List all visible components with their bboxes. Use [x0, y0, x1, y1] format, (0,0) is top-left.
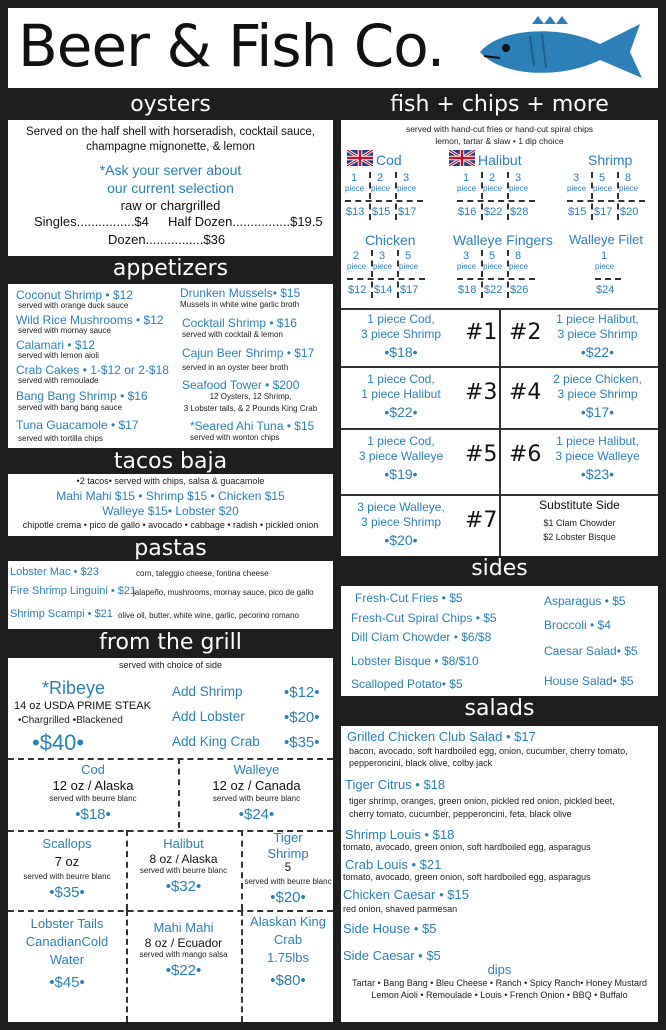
salad-name: Side Caesar • $5: [343, 948, 441, 963]
scallops-desc: served with beurre blanc: [23, 872, 111, 881]
piece-label: piece: [595, 262, 615, 271]
salad-name: Side House • $5: [343, 921, 437, 936]
divider: [567, 200, 645, 202]
combo-price: •$17•: [580, 404, 615, 420]
pasta-desc: corn, taleggio cheese, fontina cheese: [136, 569, 269, 578]
piece-price: $14: [374, 284, 393, 296]
halibut-desc: served with beurre blanc: [139, 866, 228, 875]
fish-sub: served with hand-cut fries or hand-cut spiral chips: [405, 124, 594, 134]
appetizer-name: Drunken Mussels• $15: [180, 286, 301, 300]
piece-price: $20: [620, 206, 639, 218]
scallops-size: 7 oz: [54, 854, 80, 869]
cod-desc: served with beurre blanc: [49, 794, 137, 803]
ribeye-desc: 14 oz USDA PRIME STEAK: [14, 700, 151, 712]
dips-list: Tartar • Bang Bang • Bleu Cheese • Ranch • Spicy Ranch• Honey Mustard: [352, 978, 647, 988]
oysters-desc: Served on the half shell with horseradish, cocktail sauce,: [26, 126, 315, 138]
tacos-line: chipotle crema • pico de gallo • avocado • cabbage • radish • pickled onion: [22, 520, 319, 530]
fish-chicken-name: Chicken: [365, 232, 416, 248]
salads-heading: salads: [464, 696, 535, 721]
oysters-desc: champagne mignonette, & lemon: [86, 141, 255, 153]
combo-line: 3 piece Shrimp: [360, 327, 442, 341]
piece-price: $17: [594, 206, 613, 218]
divider: [341, 428, 658, 430]
piece-price: $17: [400, 284, 419, 296]
piece-count: 8: [515, 250, 522, 262]
combo-number: #6: [509, 442, 542, 467]
fish-walleye-filet-name: Walleye Filet: [569, 232, 643, 247]
oysters-ask: *Ask your server about: [99, 162, 242, 178]
salad-name: Crab Louis • $21: [345, 857, 442, 872]
appetizer-name: Calamari • $12: [16, 338, 95, 352]
divider: [481, 250, 483, 298]
salad-desc: bacon, avocado, soft hardboiled egg, onion, cucumber, cherry tomato,: [349, 746, 628, 756]
combo-line: 3 piece Walleye: [555, 449, 640, 463]
piece-price: $22: [484, 284, 503, 296]
appetizer-name: Coconut Shrimp • $12: [16, 288, 133, 302]
grill-panel: [8, 658, 333, 1022]
combo-number: #5: [465, 442, 498, 467]
cod-price: •$18•: [75, 806, 111, 823]
appetizer-desc: 3 Lobster tails, & 2 Pounds King Crab: [183, 404, 318, 413]
pasta-desc: jalapeño, mushrooms, mornay sauce, pico de gallo: [133, 588, 314, 597]
combo-line: 1 piece Halibut: [361, 387, 441, 401]
appetizer-desc: served with wonton chips: [190, 433, 280, 442]
combo-line: 3 piece Shrimp: [360, 515, 442, 529]
grill-sub: served with choice of side: [118, 660, 223, 670]
fish-heading: fish + chips + more: [390, 92, 609, 117]
appetizer-name: Seafood Tower • $200: [182, 378, 300, 392]
side-item: Asparagus • $5: [544, 594, 626, 608]
piece-label: piece: [397, 184, 417, 193]
appetizer-desc: served with bang bang sauce: [18, 403, 123, 412]
divider: [371, 250, 373, 298]
appetizer-name: Tuna Guacamole • $17: [16, 418, 139, 432]
fish-shrimp-name: Shrimp: [588, 152, 633, 168]
tacos-line: Mahi Mahi $15 • Shrimp $15 • Chicken $15: [56, 489, 285, 503]
divider: [617, 172, 619, 220]
combo-price: •$23•: [580, 466, 615, 482]
tiger-price: •$20•: [270, 889, 306, 906]
walleye-size: 12 oz / Canada: [212, 778, 301, 793]
combo-number: #3: [465, 380, 498, 405]
divider: [341, 366, 658, 368]
substitute-side-option: $2 Lobster Bisque: [543, 532, 616, 542]
fish-cod-name: Cod: [376, 152, 402, 168]
divider: [397, 250, 399, 298]
add-price: •$12•: [284, 684, 320, 701]
piece-label: piece: [509, 184, 529, 193]
pasta-name: Lobster Mac • $23: [10, 566, 99, 578]
salad-desc: red onion, shaved parmesan: [343, 904, 458, 914]
combo-line: 2 piece Chicken,: [553, 372, 642, 386]
piece-price: $12: [348, 284, 367, 296]
fish-panel: [341, 120, 658, 556]
appetizers-heading: appetizers: [112, 256, 229, 281]
piece-count: 5: [599, 172, 606, 184]
appetizers-panel: [8, 284, 333, 448]
scallops-name: Scallops: [42, 836, 92, 851]
divider: [507, 250, 509, 298]
divider: [341, 494, 658, 496]
tiger-name: Tiger: [273, 830, 303, 845]
grill-heading: from the grill: [99, 630, 242, 655]
ribeye-options: •Chargrilled •Blackened: [18, 715, 123, 726]
appetizer-desc: served with tortilla chips: [18, 434, 103, 443]
salads-panel: [341, 726, 658, 1022]
walleye-price: •$24•: [238, 806, 275, 823]
header: [8, 8, 658, 88]
cod-size: 12 oz / Alaska: [52, 778, 134, 793]
tacos-line: Walleye $15• Lobster $20: [102, 504, 239, 518]
sides-panel: [341, 586, 658, 696]
oysters-raw: raw or chargrilled: [120, 198, 221, 213]
piece-label: piece: [345, 184, 365, 193]
add-name: Add King Crab: [172, 734, 260, 749]
pasta-desc: olive oil, butter, white wine, garlic, pecorino romano: [118, 611, 299, 620]
salad-name: Chicken Caesar • $15: [343, 887, 469, 902]
add-price: •$20•: [284, 709, 320, 726]
oysters-ask: our current selection: [107, 180, 234, 196]
halibut-price: •$32•: [165, 878, 202, 895]
piece-count: 2: [489, 172, 496, 184]
ribeye-name: *Ribeye: [42, 678, 106, 698]
fish-sub: lemon, tartar & slaw • 1 dip choice: [435, 136, 564, 146]
combo-line: 1 piece Halibut,: [556, 312, 639, 326]
oysters-dozen: Dozen................$36: [108, 232, 226, 247]
king-crab-price: •$80•: [270, 972, 306, 989]
tacos-line: •2 tacos• served with chips, salsa & guacamole: [76, 476, 265, 486]
piece-price: $13: [346, 206, 365, 218]
oysters-half-dozen: Half Dozen................$19.5: [168, 214, 323, 229]
piece-label: piece: [509, 262, 529, 271]
divider: [481, 172, 483, 220]
king-crab-name: Alaskan King: [250, 914, 326, 929]
side-item: Fresh-Cut Spiral Chips • $5: [351, 611, 497, 625]
fish-walleye-fingers-name: Walleye Fingers: [453, 232, 553, 248]
add-name: Add Lobster: [172, 709, 245, 724]
piece-label: piece: [619, 184, 639, 193]
combo-number: #7: [465, 508, 498, 533]
divider: [595, 278, 621, 280]
king-crab-size: 1.75lbs: [267, 950, 309, 965]
divider: [369, 172, 371, 220]
fish-logo-icon: [470, 14, 650, 86]
piece-price: $22: [484, 206, 503, 218]
appetizer-desc: served with remoulade: [18, 376, 99, 385]
salad-desc: tomato, avocado, green onion, soft hardboiled egg, asparagus: [343, 842, 591, 852]
piece-price: $16: [458, 206, 477, 218]
substitute-side-option: $1 Clam Chowder: [543, 518, 616, 528]
combo-price: •$20•: [384, 532, 418, 548]
appetizer-desc: served with cocktail & lemon: [182, 330, 283, 339]
combo-line: 1 piece Cod,: [367, 434, 435, 448]
piece-count: 2: [353, 250, 360, 262]
fish-halibut-name: Halibut: [478, 152, 522, 168]
piece-label: piece: [399, 262, 419, 271]
walleye-name: Walleye: [233, 762, 280, 777]
salad-desc: cherry tomato, cucumber, pepperoncini, feta, black olive: [349, 809, 572, 819]
side-item: House Salad• $5: [544, 674, 634, 688]
tacos-heading: tacos baja: [113, 449, 228, 474]
oysters-singles: Singles................$4: [34, 214, 149, 229]
appetizer-desc: served with lemon aioli: [18, 351, 99, 360]
piece-count: 5: [405, 250, 412, 262]
piece-price: $28: [510, 206, 529, 218]
appetizer-desc: served in an oyster beer broth: [182, 363, 289, 372]
uk-flag-icon: [449, 150, 475, 166]
lobster-name: Water: [49, 952, 85, 967]
piece-count: 3: [379, 250, 386, 262]
piece-count: 2: [377, 172, 384, 184]
king-crab-name: Crab: [273, 932, 303, 947]
salad-desc: pepperoncini, black olive, colby jack: [349, 758, 493, 768]
piece-count: 1: [351, 172, 358, 184]
combo-line: 3 piece Shrimp: [557, 327, 638, 341]
salad-desc: tomato, avocado, green onion, soft hardboiled egg, asparagus: [343, 872, 591, 882]
divider: [591, 172, 593, 220]
divider: [457, 278, 535, 280]
appetizer-desc: 12 Oysters, 12 Shrimp,: [209, 392, 292, 401]
scallops-price: •$35•: [49, 884, 85, 901]
salad-desc: tiger shrimp, oranges, green onion, pickled red onion, pickled beet,: [349, 796, 615, 806]
mahi-price: •$22•: [165, 962, 202, 979]
combo-line: 1 piece Cod,: [367, 312, 435, 326]
divider: [507, 172, 509, 220]
appetizer-name: *Seared Ahi Tuna • $15: [190, 419, 315, 433]
side-item: Dill Clam Chowder • $6/$8: [351, 630, 492, 644]
piece-label: piece: [483, 184, 503, 193]
piece-count: 3: [573, 172, 580, 184]
piece-label: piece: [567, 184, 587, 193]
piece-count: 5: [489, 250, 496, 262]
side-item: Lobster Bisque • $8/$10: [351, 654, 479, 668]
sides-heading: sides: [471, 556, 528, 581]
appetizer-name: Bang Bang Shrimp • $16: [16, 389, 148, 403]
appetizer-name: Cajun Beer Shrimp • $17: [182, 346, 315, 360]
mahi-size: 8 oz / Ecuador: [144, 936, 223, 950]
side-item: Broccoli • $4: [544, 618, 611, 632]
combo-line: 3 piece Shrimp: [557, 387, 638, 401]
salad-name: Shrimp Louis • $18: [345, 827, 455, 842]
combo-line: 1 piece Halibut,: [556, 434, 639, 448]
piece-price: $18: [458, 284, 477, 296]
combo-price: •$22•: [580, 344, 615, 360]
tiger-name: Shrimp: [267, 846, 309, 861]
piece-label: piece: [347, 262, 367, 271]
piece-label: piece: [593, 184, 613, 193]
combo-price: •$18•: [384, 344, 418, 360]
divider: [8, 758, 333, 760]
combo-price: •$22•: [384, 404, 418, 420]
divider: [457, 200, 535, 202]
walleye-desc: served with beurre blanc: [212, 794, 301, 803]
substitute-side-heading: Substitute Side: [539, 498, 620, 512]
pastas-panel: [8, 561, 333, 629]
piece-label: piece: [373, 262, 393, 271]
appetizer-desc: served with mornay sauce: [18, 326, 111, 335]
combo-number: #1: [465, 320, 498, 345]
piece-label: piece: [457, 262, 477, 271]
add-price: •$35•: [284, 734, 320, 751]
appetizer-name: Crab Cakes • 1-$12 or 2-$18: [16, 363, 169, 377]
mahi-desc: served with mango salsa: [139, 950, 228, 959]
piece-price: $24: [596, 284, 615, 296]
piece-count: 1: [463, 172, 470, 184]
piece-count: 1: [601, 250, 608, 262]
piece-label: piece: [483, 262, 503, 271]
restaurant-title: Beer & Fish Co.: [18, 12, 445, 80]
piece-count: 8: [625, 172, 632, 184]
halibut-name: Halibut: [163, 836, 204, 851]
piece-count: 3: [403, 172, 410, 184]
side-item: Caesar Salad• $5: [544, 644, 638, 658]
oysters-panel: [8, 120, 333, 256]
piece-label: piece: [371, 184, 391, 193]
pastas-heading: pastas: [134, 536, 207, 561]
halibut-size: 8 oz / Alaska: [149, 852, 218, 866]
divider: [395, 172, 397, 220]
ribeye-price: •$40•: [32, 730, 85, 755]
appetizer-name: Cocktail Shrimp • $16: [182, 316, 297, 330]
lobster-name: Lobster Tails: [30, 916, 104, 931]
piece-price: $17: [398, 206, 417, 218]
side-item: Scalloped Potato• $5: [351, 677, 463, 691]
cod-name: Cod: [81, 762, 105, 777]
divider: [347, 278, 425, 280]
add-name: Add Shrimp: [172, 684, 243, 699]
uk-flag-icon: [347, 150, 373, 166]
appetizer-name: Wild Rice Mushrooms • $12: [16, 313, 164, 327]
salad-name: Tiger Citrus • $18: [345, 777, 446, 792]
combo-line: 3 piece Walleye: [358, 449, 444, 463]
piece-label: piece: [457, 184, 477, 193]
appetizer-desc: served with orange duck sauce: [18, 301, 129, 310]
dips-heading: dips: [487, 962, 512, 977]
side-item: Fresh-Cut Fries • $5: [355, 591, 463, 605]
divider: [345, 200, 423, 202]
salad-name: Grilled Chicken Club Salad • $17: [347, 729, 536, 744]
tiger-desc: served with beurre blanc: [244, 877, 332, 886]
appetizer-desc: Mussels in white wine garlic broth: [180, 300, 300, 309]
mahi-name: Mahi Mahi: [153, 920, 214, 935]
piece-price: $15: [372, 206, 391, 218]
combo-line: 3 piece Walleye,: [357, 500, 445, 514]
tacos-panel: [8, 474, 333, 536]
lobster-price: •$45•: [49, 974, 85, 991]
pasta-name: Fire Shrimp Linguini • $21: [10, 585, 137, 597]
combo-number: #2: [509, 320, 542, 345]
piece-price: $15: [568, 206, 587, 218]
combo-price: •$19•: [384, 466, 418, 482]
divider: [8, 910, 333, 912]
dips-list: Lemon Aioli • Remoulade • Louis • French Onion • BBQ • Buffalo: [371, 990, 628, 1000]
piece-count: 3: [463, 250, 470, 262]
piece-count: 3: [515, 172, 522, 184]
lobster-name: CanadianCold: [25, 934, 109, 949]
tiger-size: 5: [284, 862, 292, 874]
combo-line: 1 piece Cod,: [367, 372, 435, 386]
oysters-heading: oysters: [130, 92, 211, 117]
piece-price: $26: [510, 284, 529, 296]
pasta-name: Shrimp Scampi • $21: [10, 608, 113, 620]
combo-number: #4: [509, 380, 542, 405]
